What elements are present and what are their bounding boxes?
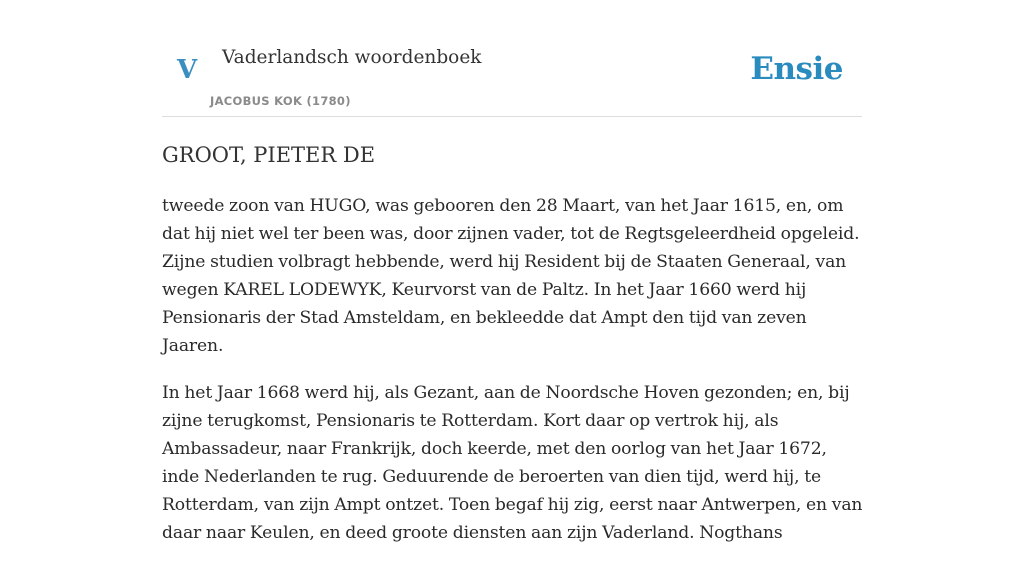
page xyxy=(162,0,863,543)
ensie-logo[interactable]: Ensie xyxy=(750,51,843,87)
book-author: JACOBUS KOK (1780) xyxy=(210,94,351,108)
page-header xyxy=(162,0,862,117)
book-title[interactable]: Vaderlandsch woordenboek xyxy=(222,47,482,68)
entry-title: GROOT, PIETER DE xyxy=(162,143,376,167)
book-letter-icon: V xyxy=(177,55,198,85)
entry-paragraph: In het Jaar 1668 werd hij, als Gezant, aan de Noordsche Hoven gezonden; en, bij zijne terugkomst, Pensionaris te Rotterdam. Kort daar op vertrok hij, als Ambassadeur, naar Frankrijk, doch keerde, met den oorlog van het Jaar 1672, inde Nederlanden te rug. Geduurende de beroerten van dien tijd, werd hij, te Rotterdam, van zijn Ampt ontzet. Toen begaf hij zig, eerst naar Antwerpen, en van daar naar Keulen, en deed groote diensten aan zijn Vaderland. Nogthans xyxy=(162,383,863,543)
entry-paragraph: tweede zoon van HUGO, was gebooren den 28 Maart, van het Jaar 1615, en, om dat hij niet wel ter been was, door zijnen vader, tot de Regtsgeleerdheid opgeleid. Zijne studien volbragt hebbende, werd hij Resident bij de Staaten Generaal, van wegen KAREL LODEWYK, Keurvorst van de Paltz. In het Jaar 1660 werd hij Pensionaris der Stad Amsteldam, en bekleedde dat Ampt den tijd van zeven Jaaren. xyxy=(162,196,860,356)
entry-body xyxy=(162,192,867,566)
